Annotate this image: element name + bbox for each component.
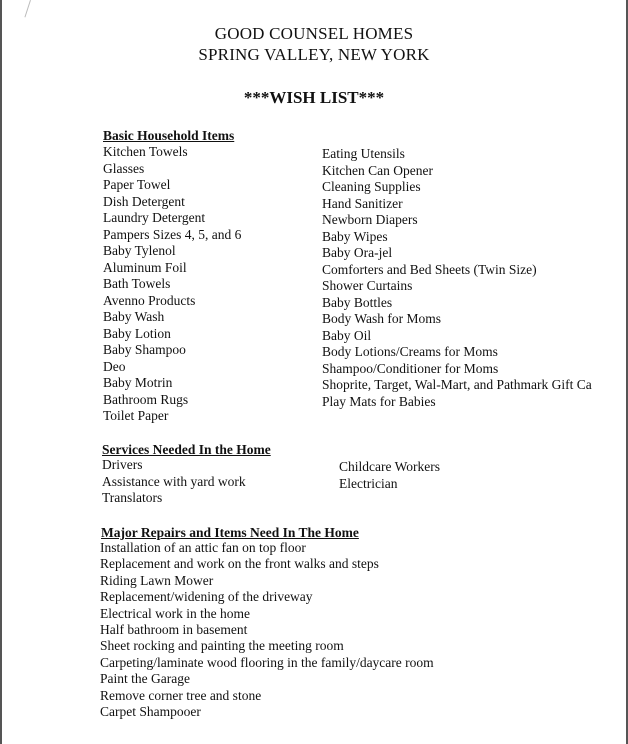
list-item: Bath Towels [103, 276, 171, 291]
services-right-list [339, 459, 440, 492]
org-name: GOOD COUNSEL HOMES [214, 24, 414, 43]
basic-household-right-list [322, 146, 592, 410]
list-item: Bathroom Rugs [103, 391, 189, 407]
list-item: Baby Bottles [322, 294, 393, 310]
scan-mark [24, 0, 31, 17]
major-repairs-list [100, 540, 434, 720]
list-item: Baby Lotion [103, 325, 171, 341]
list-item: Sheet rocking and painting the meeting room [100, 638, 344, 654]
list-item: Half bathroom in basement [100, 622, 248, 638]
wish-list-title: ***WISH LIST*** [243, 88, 385, 107]
list-item: Body Wash for Moms [322, 311, 442, 326]
list-item: Dish Detergent [103, 193, 185, 209]
list-item: Baby Shampoo [103, 342, 186, 357]
major-repairs-heading: Major Repairs and Items Need In The Home [101, 525, 359, 540]
list-item: Comforters and Bed Sheets (Twin Size) [322, 261, 537, 277]
list-item: Baby Oil [322, 327, 372, 343]
list-item: Body Lotions/Creams for Moms [322, 344, 498, 359]
list-item: Shampoo/Conditioner for Moms [322, 360, 499, 376]
list-item: Hand Sanitizer [322, 195, 403, 211]
list-item: Replacement/widening of the driveway [100, 589, 313, 605]
list-item: Kitchen Towels [103, 144, 188, 159]
list-item: Drivers [102, 457, 143, 472]
list-item: Riding Lawn Mower [100, 572, 214, 588]
list-item: Electrical work in the home [100, 605, 250, 621]
list-item: Glasses [103, 160, 145, 176]
list-item: Baby Wipes [322, 228, 388, 244]
basic-household-left-list [103, 144, 241, 425]
list-item: Carpeting/laminate wood flooring in the family/daycare room [100, 654, 434, 670]
list-item: Kitchen Can Opener [322, 162, 433, 178]
list-item: Play Mats for Babies [322, 393, 436, 409]
list-item: Shoprite, Target, Wal-Mart, and Pathmark Gift Ca [322, 377, 592, 392]
list-item: Baby Wash [103, 309, 165, 324]
list-item: Baby Motrin [103, 375, 173, 390]
list-item: Translators [102, 490, 163, 505]
list-item: Toilet Paper [103, 408, 169, 423]
list-item: Paint the Garage [100, 671, 190, 687]
list-item: Childcare Workers [339, 459, 441, 474]
list-item: Carpet Shampooer [100, 704, 201, 720]
list-item: Paper Towel [103, 177, 171, 192]
list-item: Baby Tylenol [103, 243, 176, 258]
list-item: Baby Ora-jel [322, 245, 393, 260]
list-item: Laundry Detergent [103, 210, 206, 225]
list-item: Replacement and work on the front walks and steps [100, 556, 379, 572]
list-item: Assistance with yard work [102, 473, 246, 489]
list-item: Eating Utensils [322, 146, 405, 161]
list-item: Newborn Diapers [322, 212, 418, 227]
list-item: Deo [103, 358, 126, 374]
list-item: Pampers Sizes 4, 5, and 6 [103, 226, 242, 242]
list-item: Electrician [339, 475, 398, 491]
basic-household-heading: Basic Household Items [103, 128, 235, 143]
services-heading: Services Needed In the Home [102, 442, 271, 457]
services-left-list [102, 457, 246, 507]
list-item: Shower Curtains [322, 278, 413, 293]
list-item: Remove corner tree and stone [100, 687, 262, 703]
list-item: Installation of an attic fan on top floor [100, 540, 306, 555]
list-item: Aluminum Foil [103, 259, 187, 275]
list-item: Avenno Products [103, 292, 196, 308]
location: SPRING VALLEY, NEW YORK [198, 45, 430, 64]
list-item: Cleaning Supplies [322, 179, 421, 194]
